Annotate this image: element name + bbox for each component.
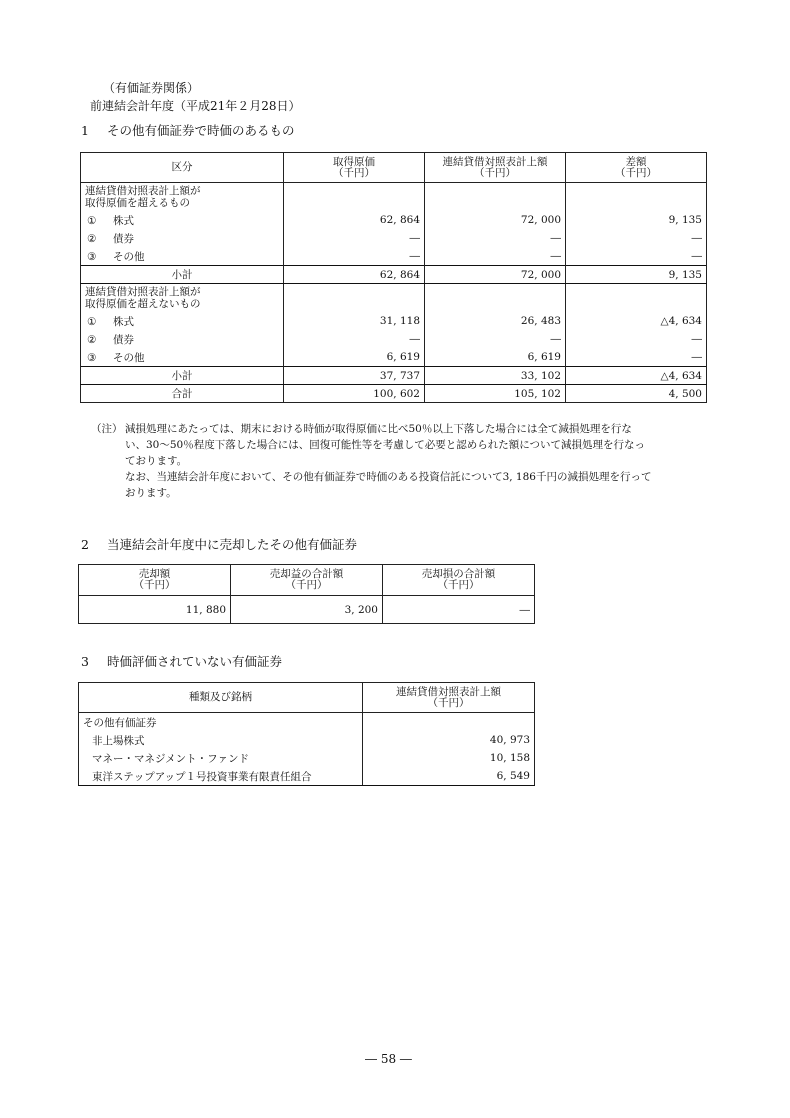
table-row: ② 債券 ― ― ―	[81, 229, 707, 247]
group-label: 連結貸借対照表計上額が 取得原価を超えるもの	[81, 183, 284, 212]
note-line: おります。	[125, 487, 177, 499]
section-title: その他有価証券で時価のあるもの	[107, 123, 295, 138]
section-title: 時価評価されていない有価証券	[107, 654, 283, 669]
column-header-sales: 売却額 （千円）	[79, 565, 231, 596]
securities-sold-table	[78, 564, 535, 624]
column-header-category: 区分	[81, 153, 284, 183]
table-row: ① 株式 62, 864 72, 000 9, 135	[81, 211, 707, 229]
table-row: ① 株式 31, 118 26, 483 △4, 634	[81, 312, 707, 330]
column-header-difference: 差額 （千円）	[566, 153, 707, 183]
column-header-loss: 売却損の合計額 （千円）	[383, 565, 535, 596]
table-row: マネー・マネジメント・ファンド 10, 158	[79, 749, 535, 767]
section-2-heading	[81, 535, 357, 553]
note-line: ております。	[125, 455, 188, 467]
table-header-row	[79, 565, 535, 596]
section-number: 3	[81, 654, 89, 669]
table-row: ② 債券 ― ― ―	[81, 330, 707, 348]
column-header-book-value: 連結貸借対照表計上額 （千円）	[363, 683, 535, 713]
note-line: い、30～50％程度下落した場合には、回復可能性等を考慮して必要と認められた額について減損処理を行なっ	[125, 439, 646, 451]
total-row: 合計 100, 602 105, 102 4, 500	[81, 385, 707, 403]
note-tag: （注）	[91, 423, 123, 435]
section-number: 1	[81, 123, 89, 138]
section-1-heading	[81, 121, 295, 139]
group-label-row	[81, 284, 707, 313]
section-3-heading	[81, 652, 282, 670]
non-market-securities-table	[78, 682, 535, 786]
column-header-gain: 売却益の合計額 （千円）	[231, 565, 383, 596]
column-header-cost: 取得原価 （千円）	[284, 153, 425, 183]
table-row: ③ その他 6, 619 6, 619 ―	[81, 348, 707, 367]
category-row: その他有価証券	[79, 713, 535, 732]
column-header-type: 種類及び銘柄	[79, 683, 363, 713]
table-row: 東洋ステップアップ１号投資事業有限責任組合 6, 549	[79, 767, 535, 786]
subtotal-row: 小計 62, 864 72, 000 9, 135	[81, 266, 707, 284]
table-note	[91, 421, 725, 501]
section-caption: （有価証券関係）	[103, 81, 200, 95]
page-number: ― 58 ―	[365, 1052, 412, 1066]
table-row: 11, 880 3, 200 ―	[79, 596, 535, 624]
group-label-row	[81, 183, 707, 212]
period-heading: 前連結会計年度（平成21年２月28日）	[90, 99, 301, 113]
table-row: ③ その他 ― ― ―	[81, 247, 707, 266]
note-line: なお、当連結会計年度において、その他有価証券で時価のある投資信託について3, 186千円の減損処理を行って	[125, 471, 652, 483]
table-header-row	[81, 153, 707, 183]
section-number: 2	[81, 537, 89, 552]
group-label: 連結貸借対照表計上額が 取得原価を超えないもの	[81, 284, 284, 313]
column-header-book-value: 連結貸借対照表計上額 （千円）	[425, 153, 566, 183]
section-title: 当連結会計年度中に売却したその他有価証券	[107, 537, 358, 552]
table-row: 非上場株式 40, 973	[79, 731, 535, 749]
note-line: 減損処理にあたっては、期末における時価が取得原価に比べ50％以上下落した場合には全て減損処理を行な	[125, 423, 632, 435]
marketable-securities-table	[80, 152, 707, 403]
subtotal-row: 小計 37, 737 33, 102 △4, 634	[81, 367, 707, 385]
table-header-row	[79, 683, 535, 713]
